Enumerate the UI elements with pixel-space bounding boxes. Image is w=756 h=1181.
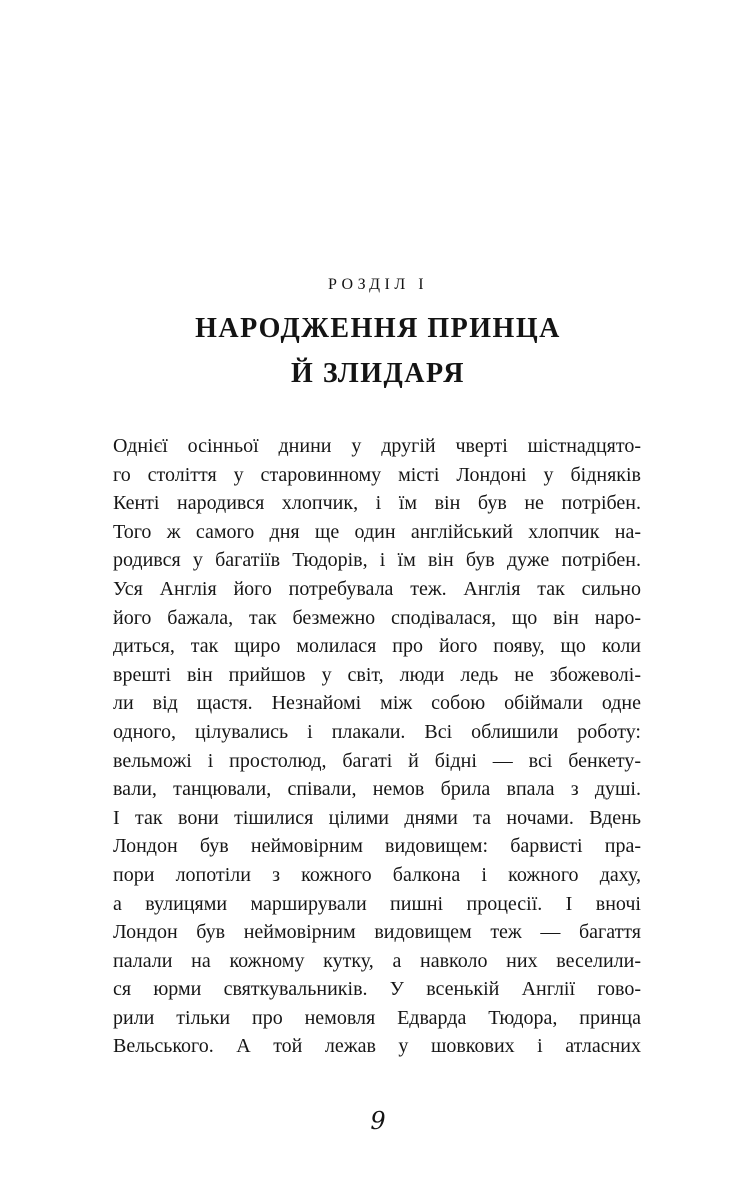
text-line: палали на кожному кутку, а навколо них веселили- <box>113 949 641 972</box>
text-line: пори лопотіли з кожного балкона і кожного даху, <box>113 863 641 886</box>
text-line: диться, так щиро молилася про його появу, що коли <box>113 635 641 658</box>
text-line: Вельського. А той лежав у шовкових і атласних <box>113 1035 641 1058</box>
text-line: Лондон був неймовірним видовищем теж — багаття <box>113 921 641 944</box>
text-line: го століття у старовинному місті Лондоні у бідняків <box>113 463 641 486</box>
text-line: родився у багатіїв Тюдорів, і їм він був дуже потрібен. <box>113 549 641 572</box>
text-line: ся юрми святкувальників. У всенькій Англії гово- <box>113 978 641 1001</box>
text-line: врешті він прийшов у світ, люди ледь не збожеволі- <box>113 663 641 686</box>
chapter-label: РОЗДІЛ I <box>327 276 429 293</box>
body-text <box>113 432 641 1061</box>
chapter-title-line-2: Й ЗЛИДАРЯ <box>291 358 465 389</box>
text-line: Лондон був неймовірним видовищем: барвисті пра- <box>113 835 641 858</box>
page-number: 9 <box>370 1107 386 1135</box>
text-line: Однієї осінньої днини у другій чверті шістнадцято- <box>113 435 641 457</box>
text-line: його бажала, так безмежно сподівалася, що він наро- <box>113 606 641 629</box>
text-line: І так вони тішилися цілими днями та ночами. Вдень <box>113 806 641 829</box>
text-line: Того ж самого дня ще один англійський хлопчик на- <box>113 520 641 543</box>
text-line: Уся Англія його потребувала теж. Англія так сильно <box>113 577 641 600</box>
chapter-title <box>0 306 756 396</box>
text-line: одного, цілувались і плакали. Всі облишили роботу: <box>113 720 641 743</box>
text-line: вельможі і простолюд, багаті й бідні — всі бенкету- <box>113 749 641 772</box>
text-line: вали, танцювали, співали, немов брила впала з душі. <box>113 778 641 801</box>
chapter-title-line-1: НАРОДЖЕННЯ ПРИНЦА <box>195 313 561 344</box>
text-line: ли від щастя. Незнайомі між собою обіймали одне <box>113 692 641 715</box>
text-line: рили тільки про немовля Едварда Тюдора, принца <box>113 1006 641 1029</box>
text-line: а вулицями марширували пишні процесії. І вночі <box>113 892 641 915</box>
text-line: Кенті народився хлопчик, і їм він був не потрібен. <box>113 492 641 515</box>
